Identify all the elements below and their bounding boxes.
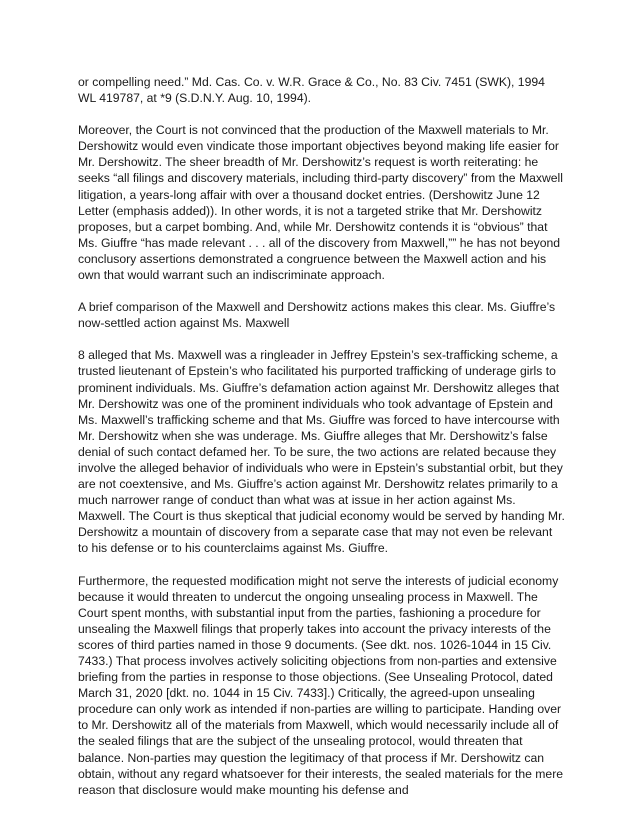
paragraph-breadth-of-request: Moreover, the Court is not convinced that the production of the Maxwell materials to Mr. Dershowitz would even vindicate those important objectives beyond making life easier for Mr. Dershowitz. The sheer breadth of Mr. Dershowitz’s request is worth reiterating: he seeks “all filings and discovery materials, including third-party discovery” from the Maxwell litigation, a years-long affair with over a thousand docket entries. (Dershowitz June 12 Letter (emphasis added)). In other words, it is not a targeted strike that Mr. Dershowitz proposes, but a carpet bombing. And, while Mr. Dershowitz contends it is “obvious” that Ms. Giuffre “has made relevant . . . all of the discovery from Maxwell,”” he has not beyond conclusory assertions demonstrated a congruence between the Maxwell action and his own that would warrant such an indiscriminate approach.	[78, 123, 563, 283]
paragraph-maxwell-allegations: 8 alleged that Ms. Maxwell was a ringleader in Jeffrey Epstein’s sex-trafficking scheme, a trusted lieutenant of Epstein’s who facilitated his purported trafficking of underage girls to prominent individuals. Ms. Giuffre’s defamation action against Mr. Dershowitz alleges that Mr. Dershowitz was one of the prominent individuals who took advantage of Epstein and Ms. Maxwell’s trafficking scheme and that Ms. Giuffre was forced to have intercourse with Mr. Dershowitz when she was underage. Ms. Giuffre alleges that Mr. Dershowitz’s false denial of such contact defamed her. To be sure, the two actions are related because they involve the alleged behavior of individuals who were in Epstein’s substantial orbit, but they are not coextensive, and Ms. Giuffre’s action against Mr. Dershowitz relates primarily to a much narrower range of conduct than what was at issue in her action against Ms. Maxwell. The Court is thus skeptical that judicial economy would be served by handing Mr. Dershowitz a mountain of discovery from a separate case that may not even be relevant to his defense or to his counterclaims against Ms. Giuffre.	[78, 348, 565, 556]
paragraph-unsealing-process: Furthermore, the requested modification might not serve the interests of judicial economy because it would threaten to undercut the ongoing unsealing process in Maxwell. The Court spent months, with substantial input from the parties, fashioning a procedure for unsealing the Maxwell filings that properly takes into account the privacy interests of the scores of third parties named in those 9 documents. (See dkt. nos. 1026-1044 in 15 Civ. 7433.) That process involves actively soliciting objections from non-parties and extensive briefing from the parties in response to those objections. (See Unsealing Protocol, dated March 31, 2020 [dkt. no. 1044 in 15 Civ. 7433].) Critically, the agreed-upon unsealing procedure can only work as intended if non-parties are willing to participate. Handing over to Mr. Dershowitz all of the materials from Maxwell, which would necessarily include all of the sealed filings that are the subject of the unsealing protocol, would threaten that balance. Non-parties may question the legitimacy of that process if Mr. Dershowitz can obtain, without any regard whatsoever for their interests, the sealed materials for the mere reason that disclosure would make mounting his defense and	[78, 573, 564, 797]
document-body	[78, 74, 565, 798]
paragraph-citation-continuation: or compelling need.” Md. Cas. Co. v. W.R. Grace & Co., No. 83 Civ. 7451 (SWK), 1994 WL 419787, at *9 (S.D.N.Y. Aug. 10, 1994).	[78, 75, 545, 106]
paragraph-comparison-intro: A brief comparison of the Maxwell and Dershowitz actions makes this clear. Ms. Giuffre’s now-settled action against Ms. Maxwell	[78, 300, 556, 331]
